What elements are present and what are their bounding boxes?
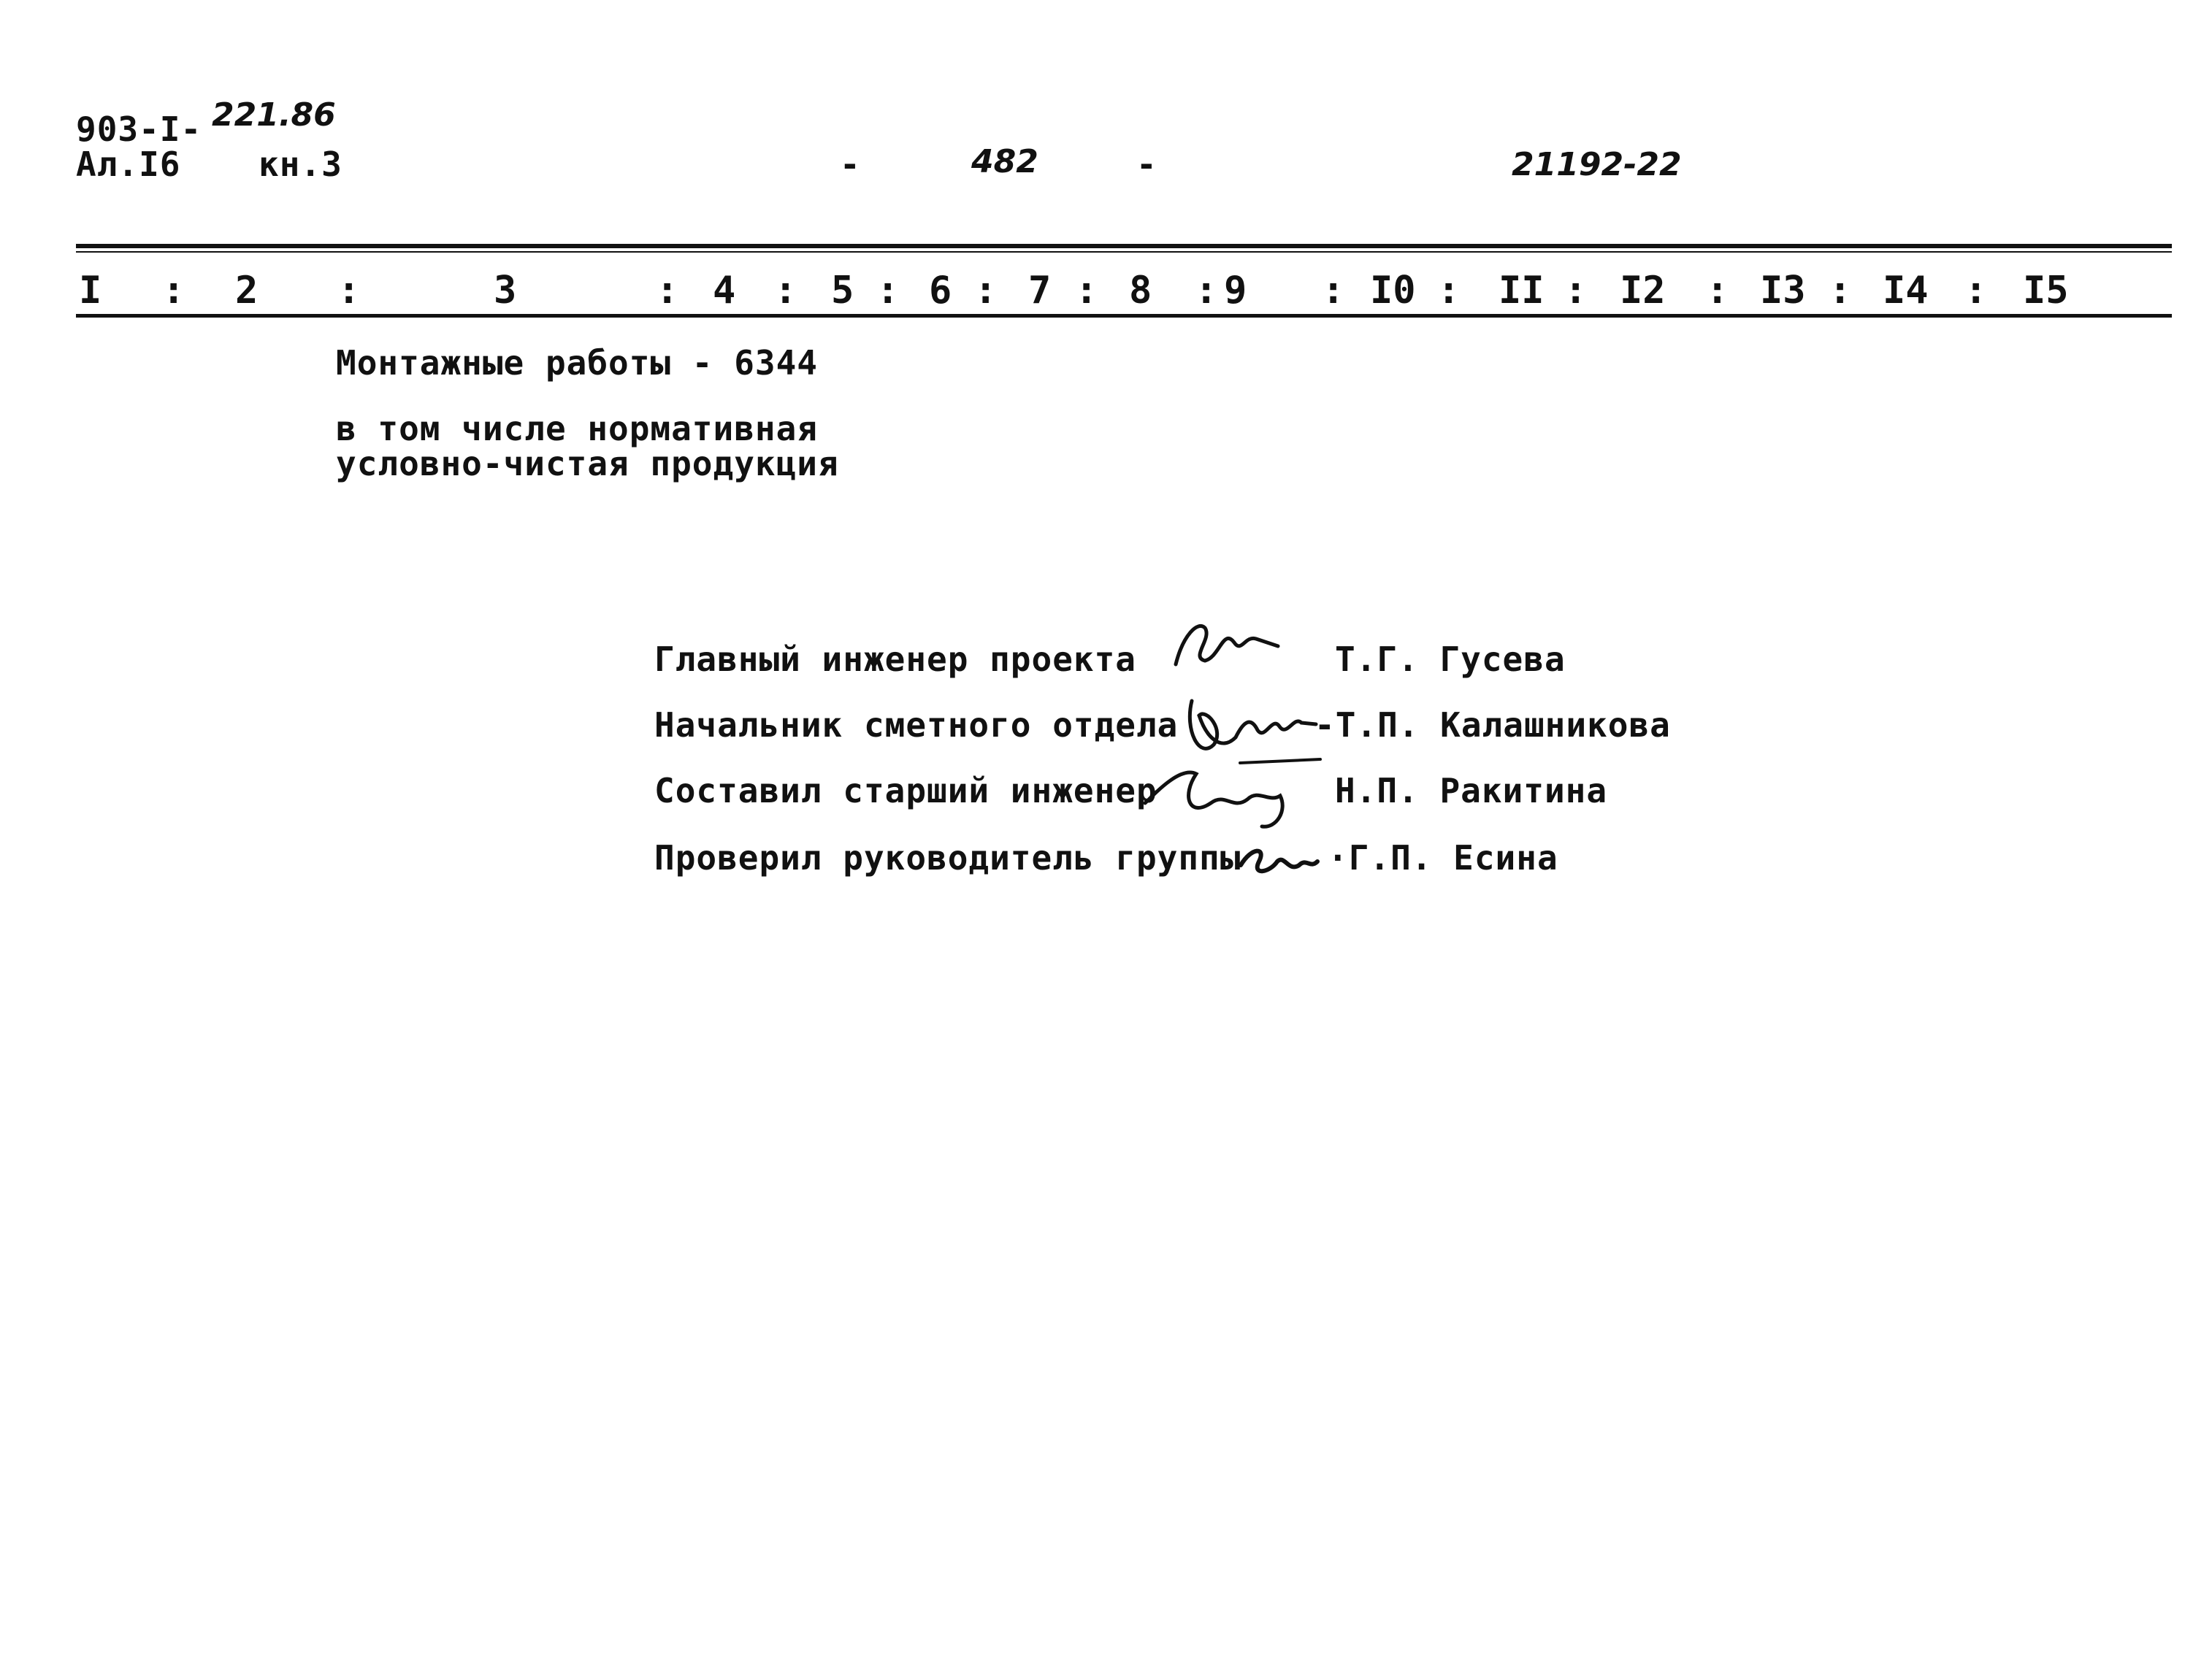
column-number: I3 [1760, 269, 1806, 312]
column-separator: : [876, 269, 900, 312]
column-number: II [1499, 269, 1545, 312]
column-number: I [79, 269, 102, 312]
column-number: 4 [713, 269, 736, 312]
column-number: 2 [235, 269, 259, 312]
top-rule [76, 244, 2172, 248]
installation-works-line: Монтажные работы - 6344 [336, 343, 818, 383]
column-number: 3 [494, 269, 517, 312]
column-rule [76, 314, 2172, 318]
estimate-head-name: -Т.П. Калашникова [1314, 705, 1671, 745]
column-separator: : [1829, 269, 1852, 312]
column-separator: : [1195, 269, 1218, 312]
column-separator: : [974, 269, 998, 312]
group-lead-role: Проверил руководитель группы [654, 838, 1241, 878]
column-number: 9 [1224, 269, 1247, 312]
column-separator: : [1564, 269, 1588, 312]
net-production-line: условно-чистая продукция [336, 444, 839, 483]
document-number: 21192-22 [1512, 146, 1682, 183]
chief-engineer-role: Главный инженер проекта [654, 640, 1136, 679]
senior-engineer-role: Составил старший инженер [654, 771, 1157, 810]
column-separator: : [1964, 269, 1988, 312]
column-separator: : [337, 269, 361, 312]
column-separator: : [1437, 269, 1461, 312]
column-number: I4 [1883, 269, 1929, 312]
estimate-head-role: Начальник сметного отдела [654, 705, 1179, 745]
column-number: I5 [2023, 269, 2069, 312]
senior-engineer-name: Н.П. Ракитина [1335, 771, 1608, 810]
book-number: кн.3 [259, 145, 342, 184]
column-number: 8 [1129, 269, 1152, 312]
column-separator: : [1706, 269, 1729, 312]
project-code-typed: 903-I- [76, 110, 202, 149]
signature-group-lead [1230, 832, 1325, 891]
column-number: I0 [1370, 269, 1416, 312]
column-number: I2 [1620, 269, 1666, 312]
normative-line: в том числе нормативная [336, 409, 818, 448]
column-separator: : [1075, 269, 1098, 312]
page-dash-right: - [1136, 145, 1157, 184]
column-number: 7 [1028, 269, 1052, 312]
column-separator: : [162, 269, 185, 312]
group-lead-name: ·Г.П. Есина [1328, 838, 1558, 878]
signature-senior-engineer [1130, 745, 1328, 840]
top-rule-thin [76, 251, 2172, 253]
album-number: Ал.I6 [76, 145, 181, 184]
column-number: 6 [929, 269, 952, 312]
page-number: 482 [971, 143, 1038, 180]
chief-engineer-name: Т.Г. Гусева [1335, 640, 1566, 679]
column-separator: : [774, 269, 797, 312]
column-separator: : [656, 269, 679, 312]
column-separator: : [1322, 269, 1345, 312]
column-number: 5 [831, 269, 854, 312]
page-dash-left: - [840, 145, 861, 184]
project-code-handwritten: 221.86 [212, 96, 336, 134]
project-code [76, 110, 202, 149]
